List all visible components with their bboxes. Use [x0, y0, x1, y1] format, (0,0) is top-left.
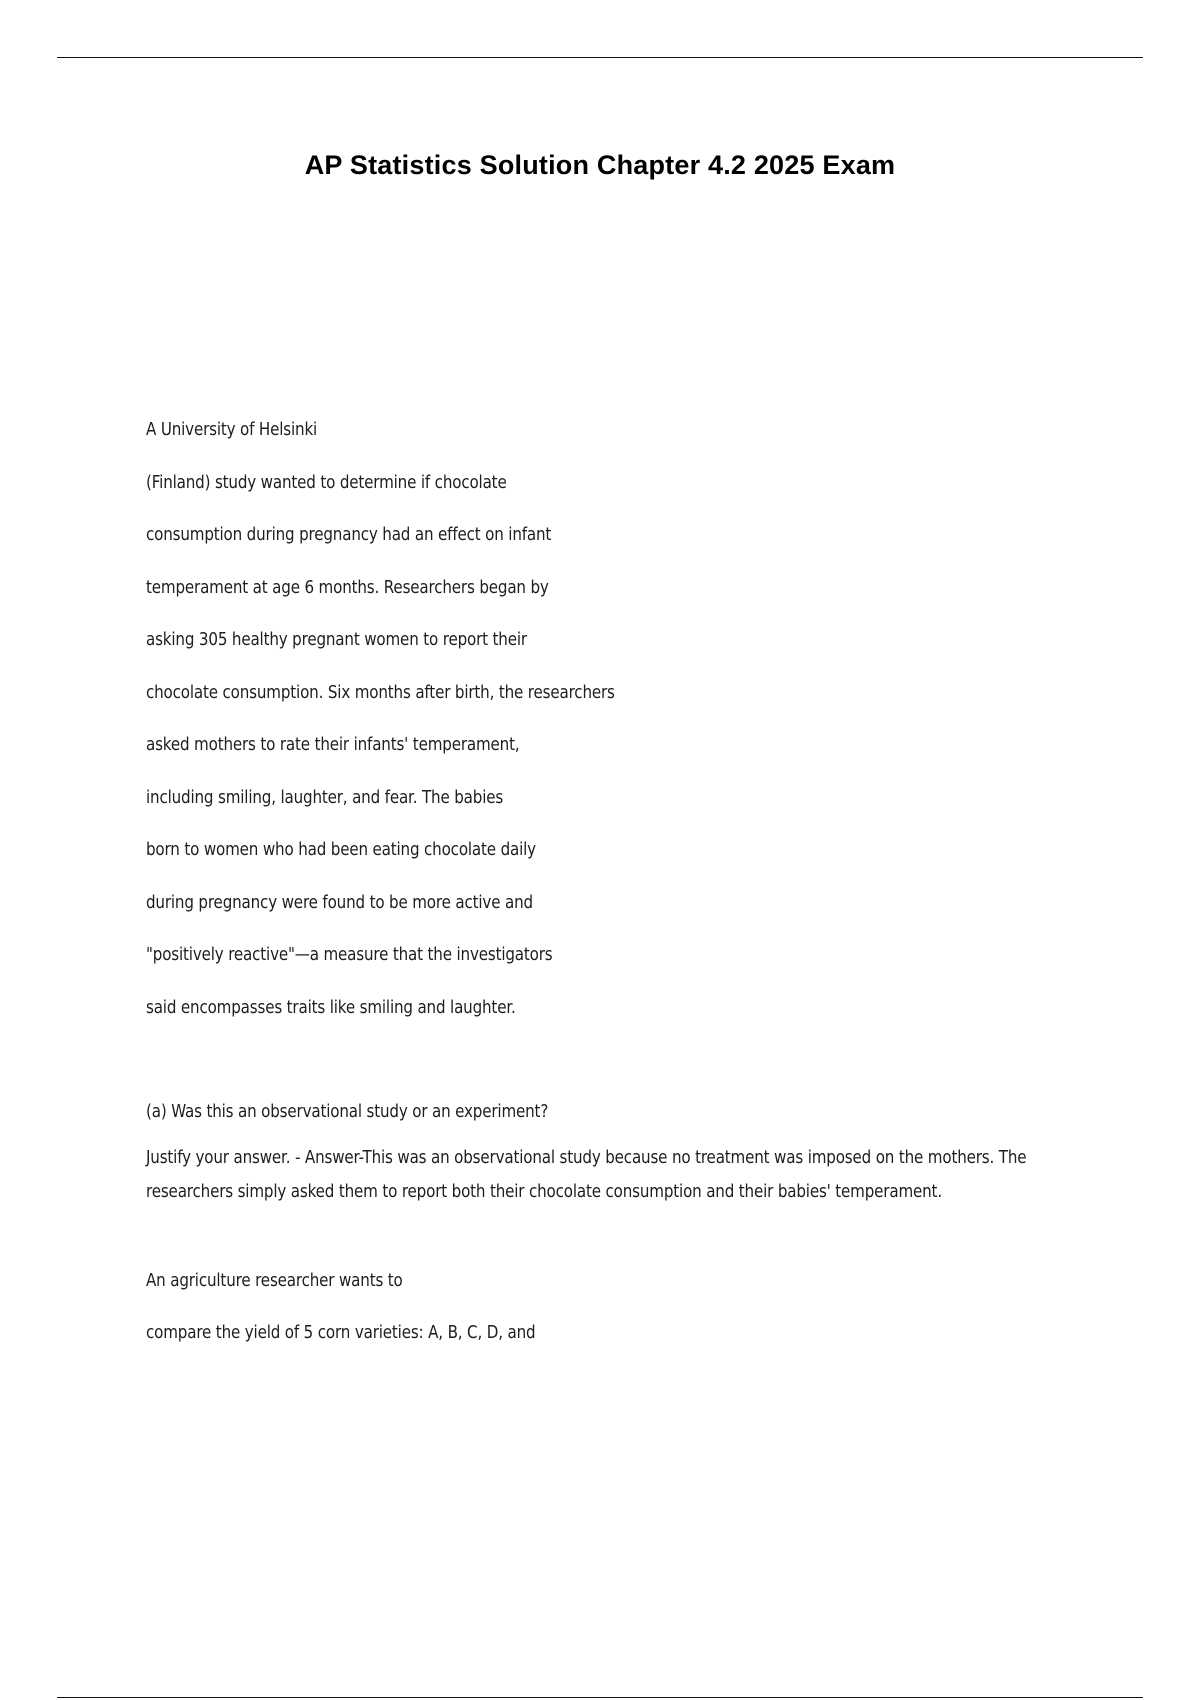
answer-a: Justify your answer. - Answer-This was an observational study because no treatment was imposed on the mothers. The researchers simply asked them to report both their chocolate consumption and their babies' temperament.	[146, 1146, 1027, 1202]
passage-line: said encompasses traits like smiling and laughter.	[146, 996, 516, 1018]
passage-line: An agriculture researcher wants to	[146, 1269, 403, 1291]
passage-line: chocolate consumption. Six months after birth, the researchers	[146, 681, 615, 703]
passage-line: including smiling, laughter, and fear. The babies	[146, 786, 504, 808]
question-a: (a) Was this an observational study or an experiment?	[146, 1101, 549, 1122]
passage-line: asked mothers to rate their infants' temperament,	[146, 734, 520, 755]
passage-line: born to women who had been eating chocolate daily	[146, 839, 536, 860]
passage-line: temperament at age 6 months. Researchers began by	[146, 576, 549, 598]
passage-line: during pregnancy were found to be more active and	[146, 891, 533, 913]
passage-line: asking 305 healthy pregnant women to report their	[146, 629, 527, 650]
passage-line: A University of Helsinki	[146, 419, 318, 440]
passage-corn-varieties	[146, 1261, 1066, 1366]
document-title: AP Statistics Solution Chapter 4.2 2025 Exam	[304, 150, 896, 180]
spacer	[146, 1040, 1066, 1092]
passage-line: compare the yield of 5 corn varieties: A, B, C, D, and	[146, 1322, 536, 1343]
passage-line: consumption during pregnancy had an effect on infant	[146, 524, 552, 545]
top-rule	[57, 57, 1143, 58]
bottom-rule	[57, 1697, 1143, 1698]
passage-line: (Finland) study wanted to determine if chocolate	[146, 471, 507, 493]
passage-helsinki-study	[146, 410, 1066, 1040]
passage-line: "positively reactive"—a measure that the investigators	[146, 944, 553, 965]
document-body	[146, 410, 1066, 1366]
